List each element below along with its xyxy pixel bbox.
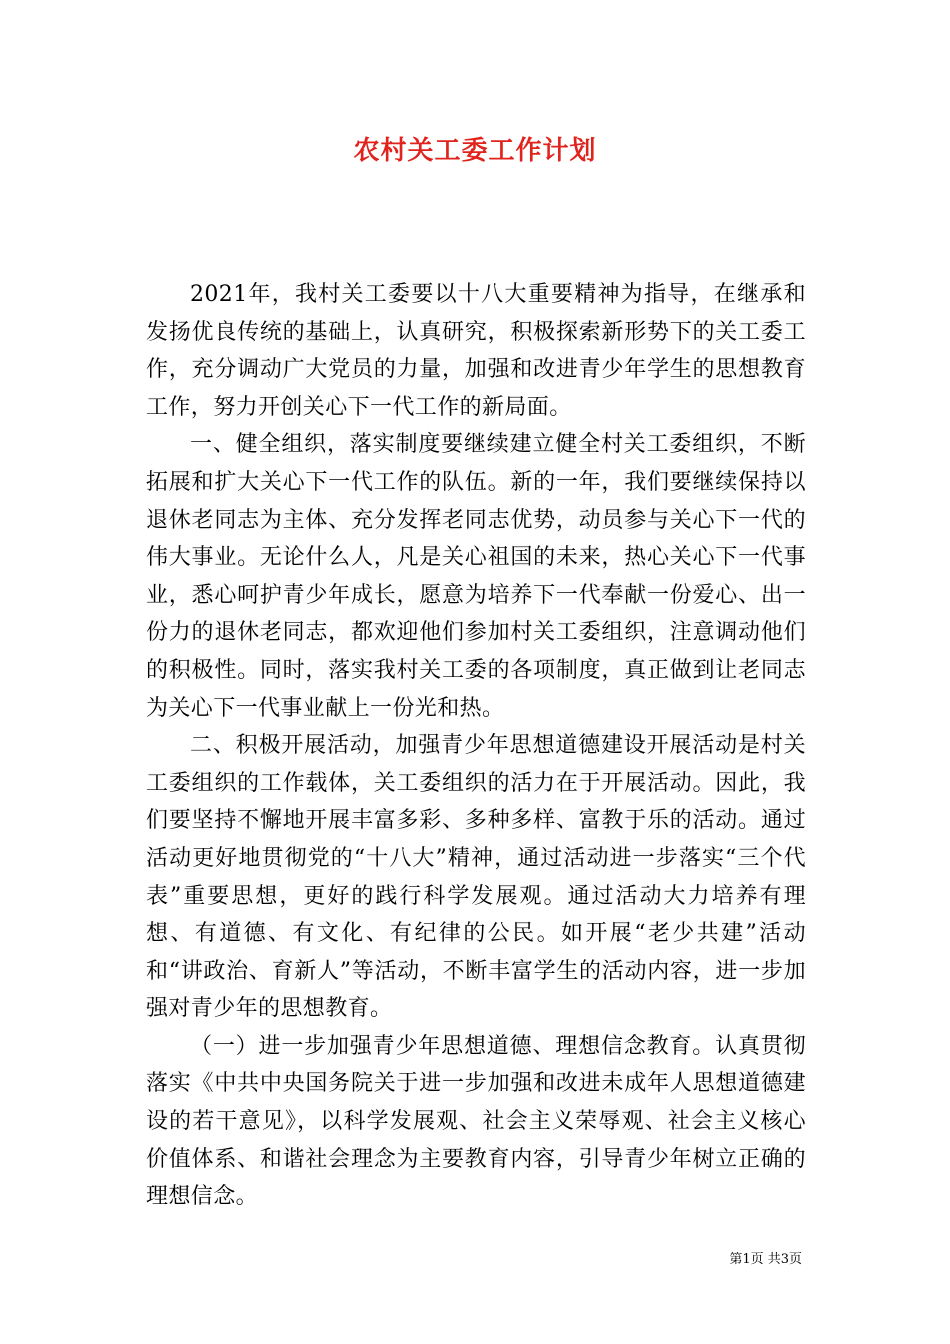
paragraph-section-2: 二、积极开展活动，加强青少年思想道德建设开展活动是村关工委组织的工作载体，关工委组织的活力在于开展活动。因此，我们要坚持不懈地开展丰富多彩、多种多样、富教于乐的活动。通过活动更好地贯彻党的“十八大”精神，通过活动进一步落实“三个代表”重要思想，更好的践行科学发展观。通过活动大力培养有理想、有道德、有文化、有纪律的公民。如开展“老少共建”活动和“讲政治、育新人”等活动，不断丰富学生的活动内容，进一步加强对青少年的思想教育。 bbox=[146, 733, 806, 1022]
paragraph-intro: 2021年，我村关工委要以十八大重要精神为指导，在继承和发扬优良传统的基础上，认真研究，积极探索新形势下的关工委工作，充分调动广大党员的力量，加强和改进青少年学生的思想教育工作，努力开创关心下一代工作的新局面。 bbox=[146, 282, 806, 420]
paragraph-section-1: 一、健全组织，落实制度要继续建立健全村关工委组织，不断拓展和扩大关心下一代工作的队伍。新的一年，我们要继续保持以退休老同志为主体、充分发挥老同志优势，动员参与关心下一代的伟大事业。无论什么人，凡是关心祖国的未来，热心关心下一代事业，悉心呵护青少年成长，愿意为培养下一代奉献一份爱心、出一份力的退休老同志，都欢迎他们参加村关工委组织，注意调动他们的积极性。同时，落实我村关工委的各项制度，真正做到让老同志为关心下一代事业献上一份光和热。 bbox=[146, 432, 806, 721]
page-number-footer: 第1页 共3页 bbox=[729, 1252, 802, 1267]
document-title: 农村关工委工作计划 bbox=[353, 136, 597, 166]
paragraph-subsection-1: （一）进一步加强青少年思想道德、理想信念教育。认真贯彻落实《中共中央国务院关于进一步加强和改进未成年人思想道德建设的若干意见》，以科学发展观、社会主义荣辱观、社会主义核心价值体系、和谐社会理念为主要教育内容，引导青少年树立正确的理想信念。 bbox=[146, 1033, 806, 1210]
document-body bbox=[146, 276, 806, 1216]
